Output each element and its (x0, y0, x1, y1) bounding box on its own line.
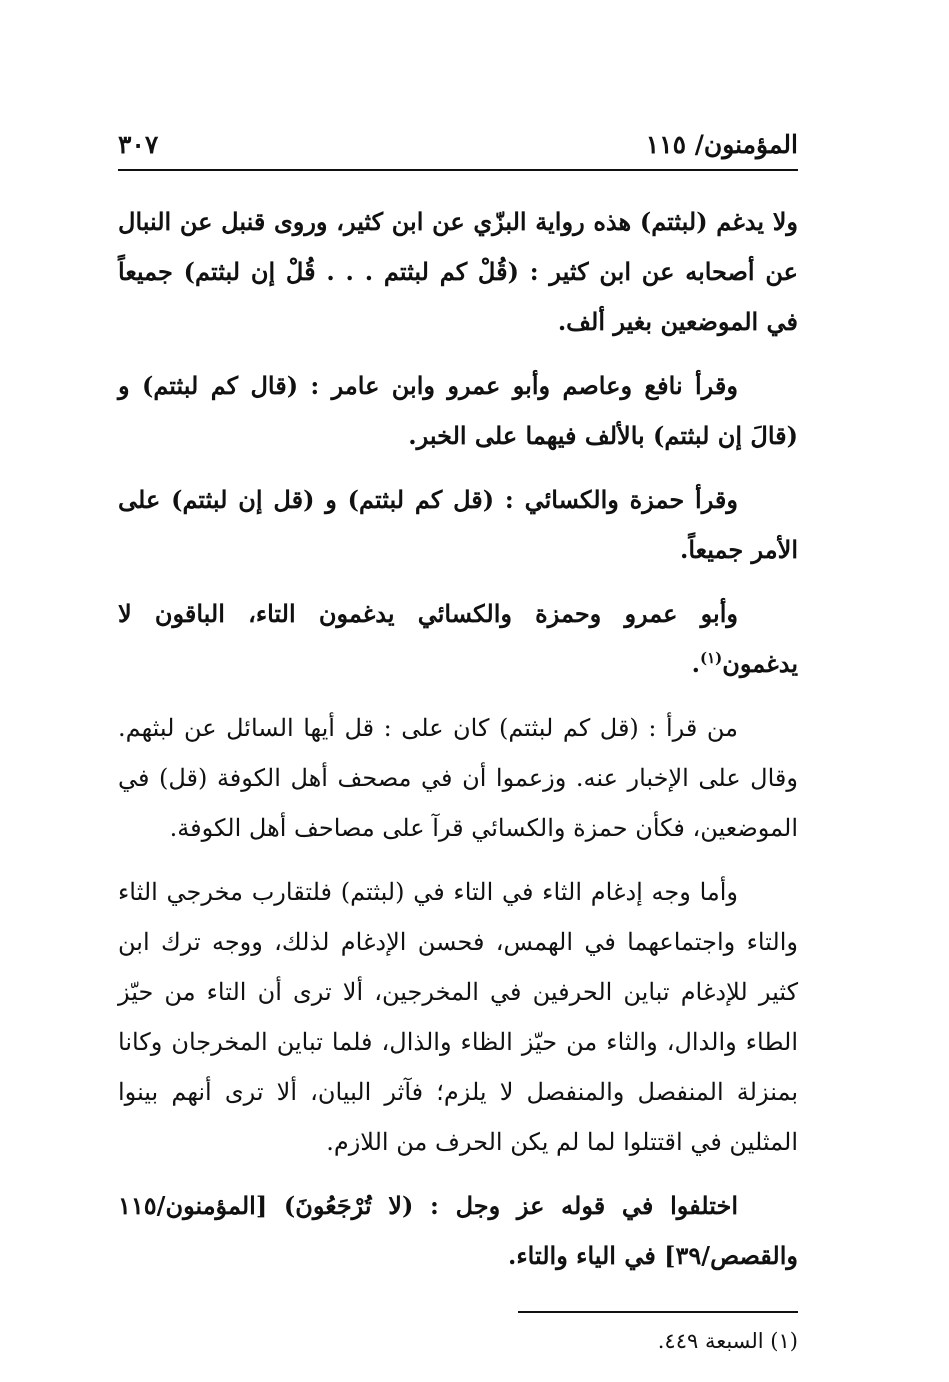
paragraph-1 (118, 197, 798, 347)
footnote-reference[interactable]: (١) (699, 649, 723, 667)
paragraph-4 (118, 589, 798, 689)
running-header (118, 130, 798, 171)
paragraph-3-text: وقرأ حمزة والكسائي : (قل كم لبثتم) و (قل إن لبثتم) على الأمر جميعاً. (118, 485, 798, 564)
paragraph-6 (118, 867, 798, 1167)
page-number: ٣٠٧ (118, 130, 159, 159)
paragraph-2 (118, 361, 798, 461)
paragraph-4-tail: . (691, 649, 700, 678)
paragraph-5 (118, 703, 798, 853)
footnote-divider (518, 1311, 798, 1313)
body-text (118, 197, 798, 1281)
paragraph-5-text: من قرأ : (قل كم لبثتم) كان على : قل أيها السائل عن لبثهم. وقال على الإخبار عنه. وزعموا أن في مصحف أهل الكوفة (قل) في الموضعين، فكأن حمزة والكسائي قرآ على مصاحف أهل الكوفة. (118, 714, 798, 842)
book-page (118, 130, 798, 1359)
paragraph-3 (118, 475, 798, 575)
paragraph-7 (118, 1181, 798, 1281)
paragraph-6-text: وأما وجه إدغام الثاء في التاء في (لبثتم) فلتقارب مخرجي الثاء والتاء واجتماعهما في الهمس، فحسن الإدغام لذلك، ووجه ترك ابن كثير للإدغام تباين الحرفين في المخرجين، ألا ترى أن التاء من حيّز الطاء والدال، والثاء من حيّز الظاء والذال، فلما تباين المخرجان وكانا بمنزلة المنفصل والمنفصل لا يلزم؛ فآثر البيان، ألا ترى أنهم بينوا المثلين في اقتتلوا لما لم يكن الحرف من اللازم. (118, 878, 798, 1156)
paragraph-7-text: اختلفوا في قوله عز وجل : (لا تُرْجَعُونَ) [المؤمنون/١١٥ والقصص/٣٩] في الياء والتاء. (118, 1191, 798, 1270)
paragraph-2-text: وقرأ نافع وعاصم وأبو عمرو وابن عامر : (قال كم لبثتم) و (قالَ إن لبثتم) بالألف فيهما على الخبر. (118, 371, 798, 450)
paragraph-1-text: ولا يدغم (لبثتم) هذه رواية البزّي عن ابن كثير، وروى قنبل عن النبال عن أصحابه عن ابن كثير : (قُلْ كم لبثتم . . . قُلْ إن لبثتم) جميعاً في الموضعين بغير ألف. (118, 207, 798, 336)
running-title: المؤمنون/ ١١٥ (645, 130, 798, 159)
paragraph-4-text: وأبو عمرو وحمزة والكسائي يدغمون التاء، الباقون لا يدغمون (118, 599, 798, 678)
footnote: (١) السبعة ٤٤٩. (657, 1329, 798, 1353)
